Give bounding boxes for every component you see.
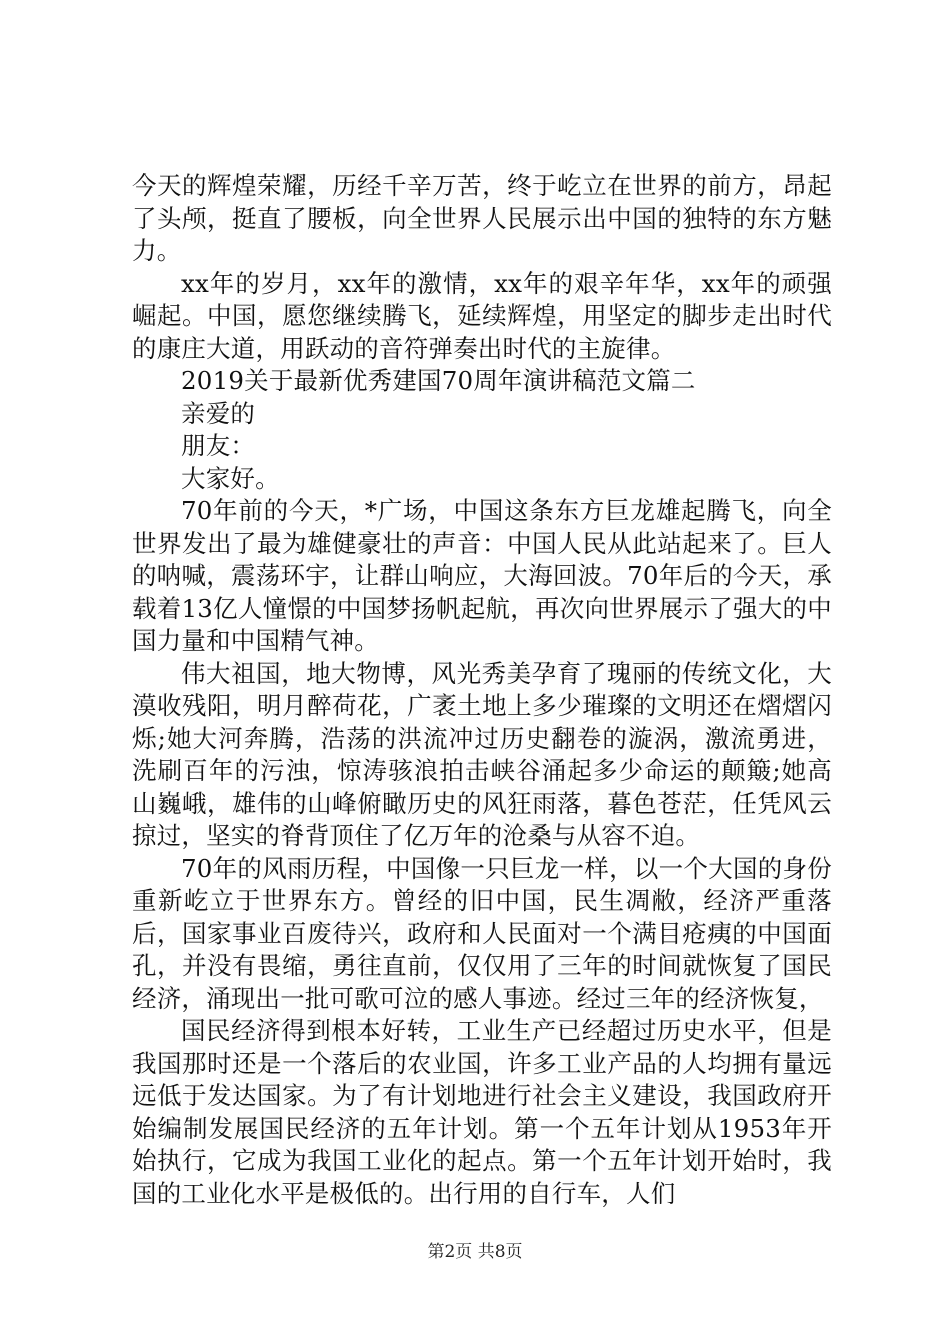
- paragraph-5: 70年的风雨历程，中国像一只巨龙一样，以一个大国的身份重新屹立于世界东方。曾经的旧中国，民生凋敝，经济严重落后，国家事业百废待兴，政府和人民面对一个满目疮痍的中国面孔，并没有畏缩，勇往直前，仅仅用了三年的时间就恢复了国民经济，涌现出一批可歌可泣的感人事迹。经过三年的经济恢复，: [132, 853, 832, 1013]
- salutation-line-1: 亲爱的: [181, 398, 256, 428]
- paragraph-1: 今天的辉煌荣耀，历经千辛万苦，终于屹立在世界的前方，昂起了头颅，挺直了腰板，向全世界人民展示出中国的独特的东方魅力。: [132, 171, 832, 265]
- document-body: [132, 170, 832, 1210]
- greeting: 大家好。: [181, 463, 280, 493]
- paragraph-6: 国民经济得到根本好转，工业生产已经超过历史水平，但是我国那时还是一个落后的农业国，许多工业产品的人均拥有量远远低于发达国家。为了有计划地进行社会主义建设，我国政府开始编制发展国民经济的五年计划。第一个五年计划从1953年开始执行，它成为我国工业化的起点。第一个五年计划开始时，我国的工业化水平是极低的。出行用的自行车，人们: [132, 1016, 832, 1208]
- paragraph-2: xx年的岁月，xx年的激情，xx年的艰辛年华，xx年的顽强崛起。中国，愿您继续腾飞，延续辉煌，用坚定的脚步走出时代的康庄大道，用跃动的音符弹奏出时代的主旋律。: [132, 268, 832, 363]
- salutation-line-2: 朋友：: [181, 431, 256, 460]
- section-heading: 2019关于最新优秀建国70周年演讲稿范文篇二: [181, 366, 696, 395]
- paragraph-3: 70年前的今天，*广场，中国这条东方巨龙雄起腾飞，向全世界发出了最为雄健豪壮的声音：中国人民从此站起来了。巨人的呐喊，震荡环宇，让群山响应，大海回波。70年后的今天，承载着13亿人憧憬的中国梦扬帆起航，再次向世界展示了强大的中国力量和中国精气神。: [132, 496, 832, 655]
- paragraph-4: 伟大祖国，地大物博，风光秀美孕育了瑰丽的传统文化，大漠收残阳，明月醉荷花，广袤土地上多少璀璨的文明还在熠熠闪烁;她大河奔腾，浩荡的洪流冲过历史翻卷的漩涡，激流勇进，洗刷百年的污浊，惊涛骇浪拍击峡谷涌起多少命运的颠簸;她高山巍峨，雄伟的山峰俯瞰历史的风狂雨落，暮色苍茫，任凭风云掠过，坚实的脊背顶住了亿万年的沧桑与从容不迫。: [132, 658, 832, 850]
- page-number-footer: 第2页 共8页: [427, 1242, 523, 1262]
